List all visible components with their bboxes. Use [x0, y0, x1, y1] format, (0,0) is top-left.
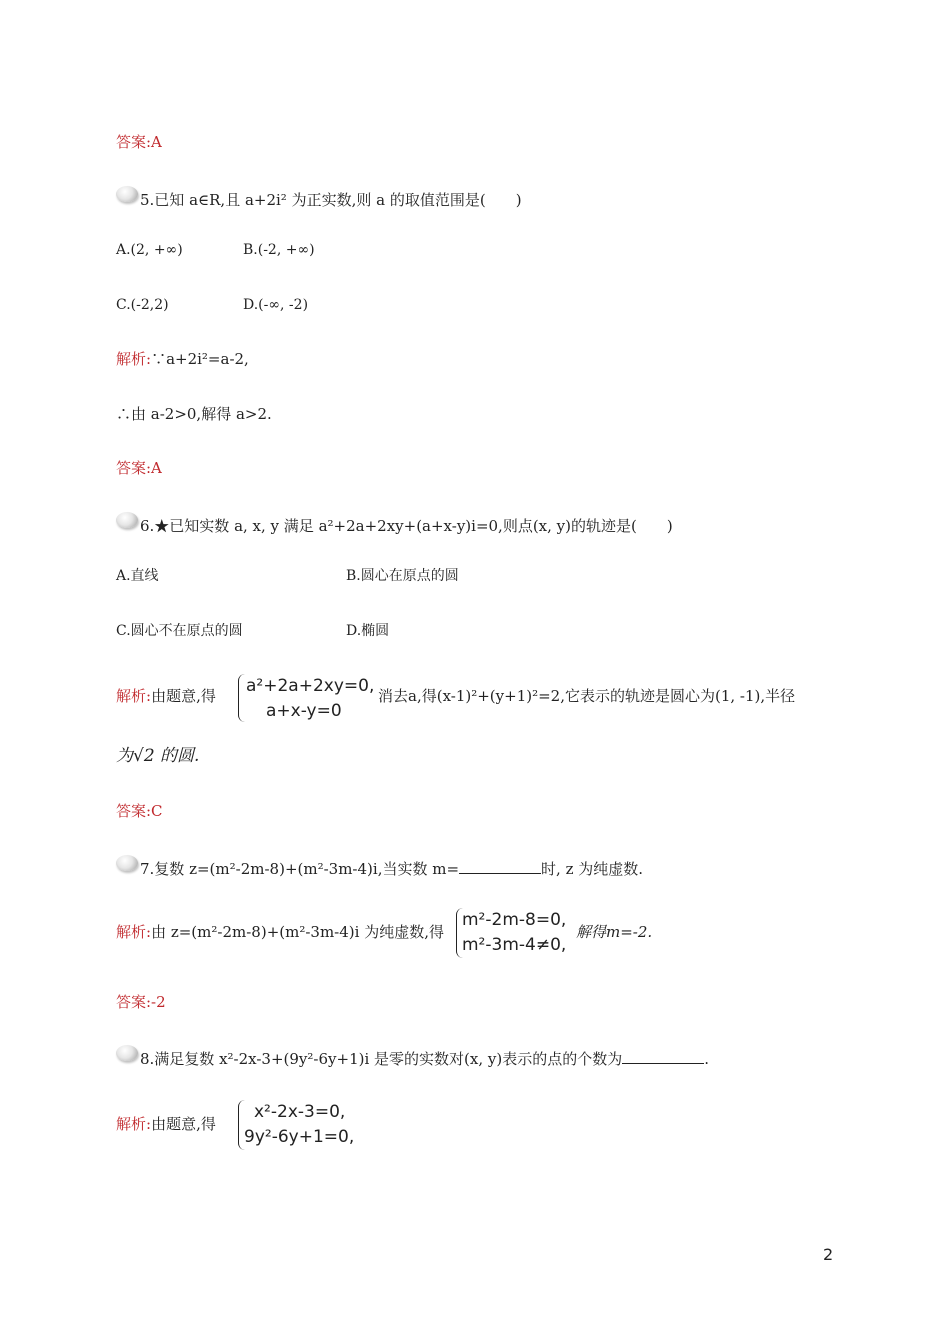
- q8-system: [244, 1100, 354, 1150]
- q5-stem: 5.已知 a∈R,且 a+2i² 为正实数,则 a 的取值范围是( ): [140, 191, 522, 209]
- q4-answer: 答案:A: [116, 133, 162, 151]
- q6-stem: 6.★已知实数 a, x, y 满足 a²+2a+2xy+(a+x-y)i=0,则点(x, y)的轨迹是( ): [140, 517, 673, 535]
- q7-eq1: m²-2m-8=0,: [462, 910, 567, 930]
- q6-option-d: D.椭圆: [346, 623, 390, 639]
- q5-answer: 答案:A: [116, 459, 162, 477]
- solution-label: 解析:: [116, 687, 152, 705]
- q6-solution-line2: 为√2 的圆.: [116, 746, 200, 766]
- solution-label: 解析:: [116, 350, 152, 368]
- solution-label: 解析:: [116, 923, 152, 941]
- q6-eq2: a+x-y=0: [266, 701, 342, 721]
- page-number: 2: [823, 1245, 834, 1264]
- q7-stem-after: 时, z 为纯虚数.: [541, 860, 644, 878]
- q8-stem: [140, 1049, 709, 1069]
- q7-solution-prefix: 由 z=(m²-2m-8)+(m²-3m-4)i 为纯虚数,得: [151, 923, 444, 941]
- q7-answer: 答案:-2: [116, 993, 166, 1011]
- q5-solution: [116, 349, 249, 369]
- q5-option-d: D.(-∞, -2): [243, 297, 309, 313]
- question-bullet-icon: [116, 1045, 138, 1061]
- q8-eq1: x²-2x-3=0,: [254, 1102, 346, 1122]
- q6-option-b: B.圆心在原点的圆: [346, 568, 459, 584]
- q6-solution-suffix: 消去a,得(x-1)²+(y+1)²=2,它表示的轨迹是圆心为(1, -1),半径: [378, 687, 796, 705]
- q6-eq1: a²+2a+2xy=0,: [246, 676, 375, 696]
- q7-stem-before: 7.复数 z=(m²-2m-8)+(m²-3m-4)i,当实数 m=: [140, 860, 460, 878]
- q8-eq2: 9y²-6y+1=0,: [244, 1127, 355, 1147]
- q8-stem-after: .: [704, 1050, 709, 1068]
- q7-solution-suffix: 解得m=-2.: [576, 923, 653, 941]
- q6-answer: 答案:C: [116, 802, 163, 820]
- q6-solution-prefix: 由题意,得: [151, 687, 216, 705]
- q6-option-c: C.圆心不在原点的圆: [116, 623, 243, 639]
- q5-option-b: B.(-2, +∞): [243, 242, 315, 258]
- q8-solution-start: [116, 1114, 216, 1134]
- q5-option-c: C.(-2,2): [116, 297, 169, 313]
- equation-brace: [238, 674, 245, 722]
- q7-eq2: m²-3m-4≠0,: [462, 935, 567, 955]
- q6-system: [246, 674, 374, 724]
- q5-solution-text: ∵a+2i²=a-2,: [151, 350, 249, 368]
- q6-option-a: A.直线: [116, 568, 159, 584]
- q8-stem-before: 8.满足复数 x²-2x-3+(9y²-6y+1)i 是零的实数对(x, y)表示的点的个数为: [140, 1050, 623, 1068]
- q7-system: [462, 908, 566, 958]
- q8-answer-blank[interactable]: [622, 1049, 704, 1064]
- q5-option-a: A.(2, +∞): [116, 242, 183, 258]
- question-bullet-icon: [116, 186, 138, 202]
- q7-stem: [140, 859, 643, 879]
- question-bullet-icon: [116, 855, 138, 871]
- question-bullet-icon: [116, 512, 138, 528]
- q8-solution-prefix: 由题意,得: [151, 1115, 216, 1133]
- solution-label: 解析:: [116, 1115, 152, 1133]
- q7-answer-blank[interactable]: [459, 859, 541, 874]
- q7-solution-start: [116, 922, 444, 942]
- q5-solution-line2: ∴由 a-2>0,解得 a>2.: [116, 405, 272, 423]
- q6-solution-start: [116, 686, 216, 706]
